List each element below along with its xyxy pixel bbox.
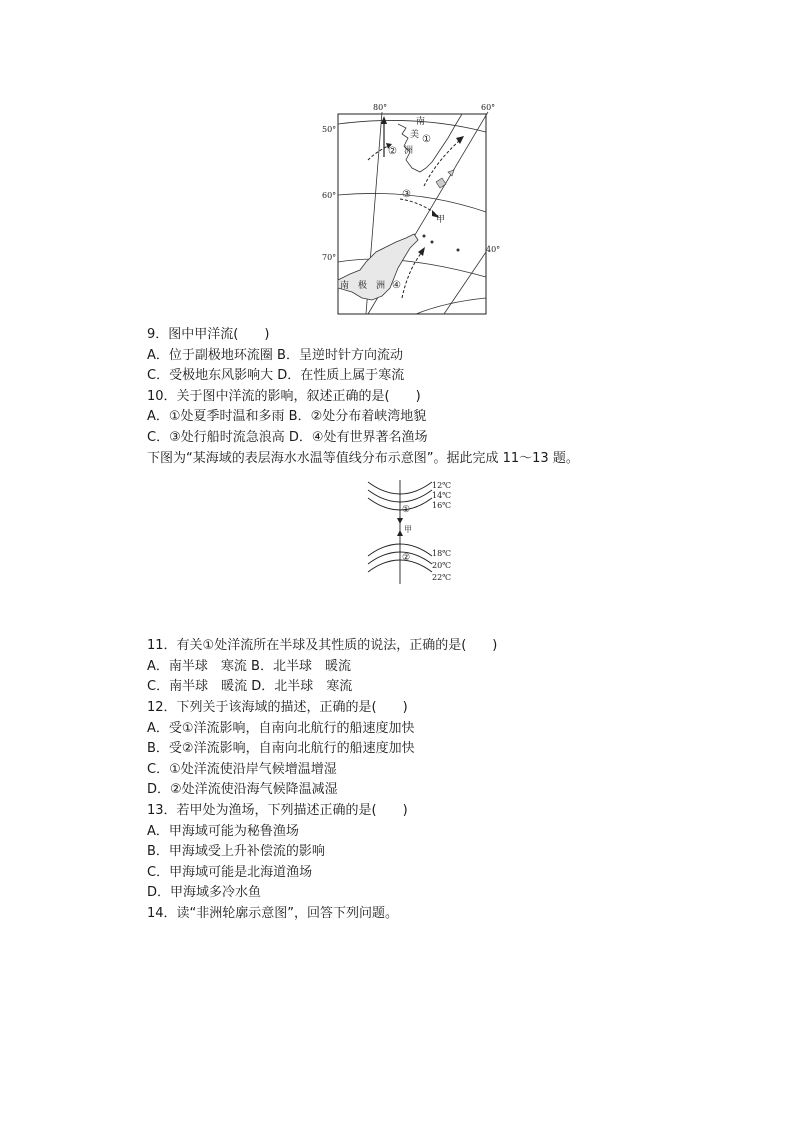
label-c1: ① <box>422 134 431 145</box>
lon-label-60: 60° <box>481 103 496 112</box>
label-jia: 甲 <box>436 215 446 225</box>
q12-stem: 12．下列关于该海域的描述，正确的是( ) <box>147 699 408 715</box>
q9-stem: 9．图中甲洋流( ) <box>147 327 270 342</box>
iso-label-jia: 甲 <box>404 525 412 534</box>
q13-option-d: D．甲海域多冷水鱼 <box>147 885 262 901</box>
q13-option-b: B．甲海域受上升补偿流的影响 <box>147 844 325 860</box>
q14-stem: 14．读“非洲轮廓示意图”，回答下列问题。 <box>147 905 399 921</box>
label-c2: ② <box>388 146 397 157</box>
label-antarctic-2: 极 <box>358 281 368 291</box>
q9-options-cd: C．受极地东风影响大 D．在性质上属于寒流 <box>147 368 405 384</box>
iso-label-c2: ② <box>402 553 411 563</box>
q11-options-ab: A．南半球 寒流 B．北半球 暖流 <box>147 658 351 674</box>
label-continent: 洲 <box>404 146 414 156</box>
q10-options-cd: C．③处行船时流急浪高 D．④处有世界著名渔场 <box>147 429 428 445</box>
label-antarctic-1: 南 <box>340 281 350 291</box>
iso-label-c1: ① <box>402 505 411 515</box>
intro-11-13: 下图为“某海域的表层海水水温等值线分布示意图”。据此完成 11～13 题。 <box>147 450 579 466</box>
q11-stem: 11．有关①处洋流所在半球及其性质的说法，正确的是( ) <box>147 638 498 654</box>
q13-option-c: C．甲海域可能是北海道渔场 <box>147 864 313 880</box>
lon-label-40: 40° <box>486 245 501 254</box>
label-c4: ④ <box>392 280 401 291</box>
iso-label-16: 16℃ <box>432 501 452 510</box>
label-america: 美 <box>410 130 420 140</box>
iso-label-18: 18℃ <box>432 549 452 558</box>
q13-option-a: A．甲海域可能为秘鲁渔场 <box>147 823 299 839</box>
q12-option-a: A．受①洋流影响，自南向北航行的船速度加快 <box>147 720 415 736</box>
q9-options-ab: A．位于副极地环流圈 B．呈逆时针方向流动 <box>147 347 403 363</box>
q11-options-cd: C．南半球 暖流 D．北半球 寒流 <box>147 679 353 695</box>
label-antarctic-3: 洲 <box>376 281 386 291</box>
q12-option-c: C．①处洋流使沿岸气候增温增湿 <box>147 761 337 777</box>
iso-label-22: 22℃ <box>432 573 452 582</box>
lat-label-50: 50° <box>322 125 337 134</box>
lat-label-60: 60° <box>322 191 337 200</box>
q10-options-ab: A．①处夏季时温和多雨 B．②处分布着峡湾地貌 <box>147 409 427 425</box>
lat-label-70: 70° <box>322 253 337 262</box>
q13-stem: 13．若甲处为渔场，下列描述正确的是( ) <box>147 802 408 818</box>
iso-label-12: 12℃ <box>432 481 452 490</box>
label-south: 南 <box>416 117 426 127</box>
lon-label-80: 80° <box>373 103 388 112</box>
q12-option-d: D．②处洋流使沿海气候降温减湿 <box>147 782 338 798</box>
ocean-current-map <box>322 102 501 320</box>
q10-stem: 10．关于图中洋流的影响，叙述正确的是( ) <box>147 388 421 404</box>
q12-option-b: B．受②洋流影响，自南向北航行的船速度加快 <box>147 741 415 757</box>
iso-label-20: 20℃ <box>432 561 452 570</box>
question-text <box>147 325 667 924</box>
label-c3: ③ <box>402 189 411 200</box>
iso-label-14: 14℃ <box>432 491 452 500</box>
